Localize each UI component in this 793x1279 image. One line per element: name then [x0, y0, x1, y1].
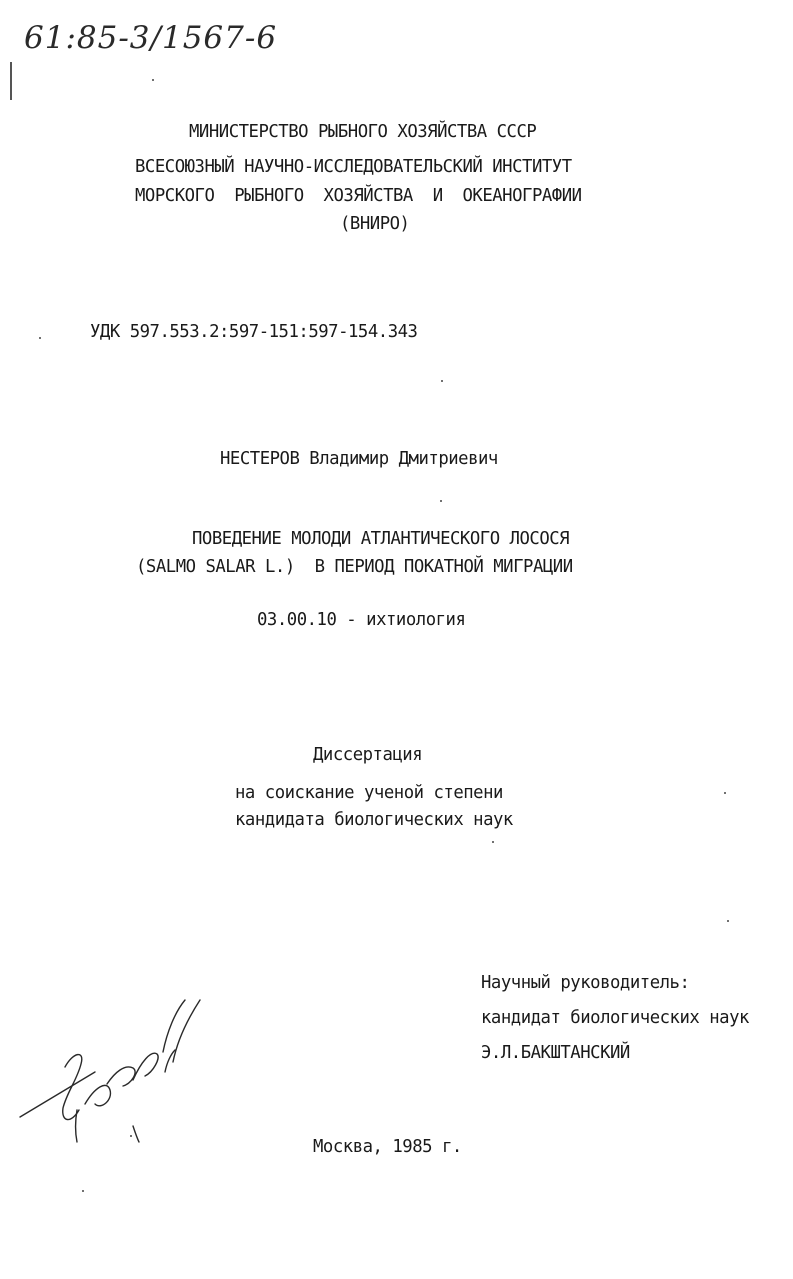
scan-speck — [441, 380, 443, 382]
scan-speck — [724, 792, 726, 794]
scan-speck — [130, 1135, 132, 1137]
specialty-code: 03.00.10 - ихтиология — [257, 609, 466, 630]
scan-speck — [152, 79, 154, 81]
title-line-1: ПОВЕДЕНИЕ МОЛОДИ АТЛАНТИЧЕСКОГО ЛОСОСЯ — [192, 528, 570, 549]
scan-speck — [39, 337, 41, 339]
scan-speck — [727, 920, 729, 922]
document-type: Диссертация — [313, 744, 423, 765]
city-and-year: Москва, 1985 г. — [313, 1136, 462, 1157]
institute-line-2: МОРСКОГО РЫБНОГО ХОЗЯЙСТВА И ОКЕАНОГРАФИИ — [135, 185, 582, 206]
institute-line-1: ВСЕСОЮЗНЫЙ НАУЧНО-ИССЛЕДОВАТЕЛЬСКИЙ ИНСТИТУТ — [135, 156, 572, 177]
archive-note: 61:85-3/1567-6 — [24, 20, 278, 56]
title-line-2: (SALMO SALAR L.) В ПЕРИОД ПОКАТНОЙ МИГРАЦИИ — [136, 556, 573, 577]
udc-code: УДК 597.553.2:597-151:597-154.343 — [90, 321, 418, 342]
degree-purpose-line-2: кандидата биологических наук — [235, 809, 513, 830]
signature-image — [15, 992, 215, 1157]
institute-abbreviation: (ВНИРО) — [340, 213, 410, 234]
scan-speck — [82, 1190, 84, 1192]
scan-speck — [440, 500, 442, 502]
scan-speck — [492, 841, 494, 843]
supervisor-name: Э.Л.БАКШТАНСКИЙ — [481, 1042, 630, 1063]
supervisor-role: Научный руководитель: — [481, 972, 690, 993]
author-name: НЕСТЕРОВ Владимир Дмитриевич — [220, 448, 498, 469]
supervisor-degree: кандидат биологических наук — [481, 1007, 749, 1028]
ministry-heading: МИНИСТЕРСТВО РЫБНОГО ХОЗЯЙСТВА СССР — [189, 121, 537, 142]
margin-mark — [10, 62, 12, 100]
degree-purpose-line-1: на соискание ученой степени — [235, 782, 503, 803]
